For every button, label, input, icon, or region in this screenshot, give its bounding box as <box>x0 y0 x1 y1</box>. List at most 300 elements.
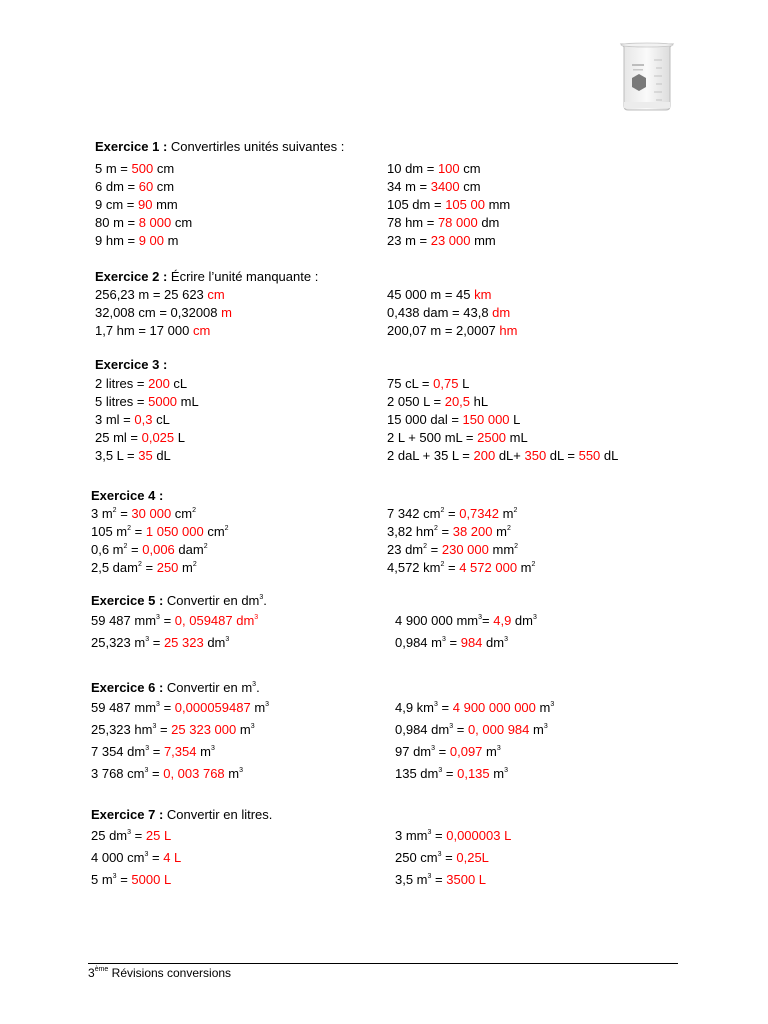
unit-exponent: 3 <box>145 745 150 752</box>
exercise-label: Exercice 7 : <box>91 807 164 822</box>
question-text: cL <box>169 376 188 391</box>
question-text: = <box>437 700 453 715</box>
conversion-line <box>395 721 548 738</box>
unit-exponent: 2 <box>514 543 519 550</box>
answer-value: 105 00 <box>445 197 485 212</box>
answer-value: 3500 L <box>446 872 487 887</box>
question-text: L <box>174 430 185 445</box>
answer-value: 350 <box>524 448 547 463</box>
answer-value: 0,000059487 <box>174 700 251 715</box>
question-text: 15 000 dal = <box>387 412 463 427</box>
unit-exponent: 3 <box>504 767 509 774</box>
conversion-line <box>95 447 171 464</box>
unit-exponent: 2 <box>531 561 536 568</box>
conversion-line <box>387 411 520 428</box>
question-text: 25,323 m <box>91 635 146 650</box>
exercise-label: Exercice 5 : <box>91 593 164 608</box>
conversion-line <box>387 559 535 576</box>
unit-exponent: 3 <box>156 701 160 708</box>
conversion-line <box>387 196 510 213</box>
footer-divider <box>88 963 678 964</box>
question-text: m <box>492 524 507 539</box>
question-text: mL <box>177 394 199 409</box>
question-text: cm <box>171 506 193 521</box>
answer-value: 0, 003 768 <box>163 766 225 781</box>
conversion-line <box>387 541 518 558</box>
unit-exponent: 2 <box>440 507 445 514</box>
unit-exponent: 3 <box>112 873 117 880</box>
unit-exponent: 2 <box>513 507 518 514</box>
conversion-line <box>387 160 481 177</box>
question-text: dL <box>152 448 171 463</box>
answer-value: 7,354 <box>163 744 197 759</box>
question-text: mL <box>506 430 528 445</box>
question-text: = <box>445 635 461 650</box>
question-text: 97 dm <box>395 744 432 759</box>
answer-value: 200 <box>148 376 170 391</box>
conversion-line <box>95 429 185 446</box>
question-text: 80 m = <box>95 215 139 230</box>
answer-value: 0,025 <box>141 430 175 445</box>
question-text: dL = <box>546 448 579 463</box>
question-text: dm <box>477 215 500 230</box>
answer-value: 90 <box>138 197 153 212</box>
answer-value: 0, 000 984 <box>467 722 530 737</box>
question-text: = <box>442 766 458 781</box>
exercise-title <box>91 487 163 504</box>
question-text: mm <box>152 197 178 212</box>
conversion-line <box>395 612 537 629</box>
answer-value: 38 200 <box>452 524 493 539</box>
question-text: cm <box>153 161 175 176</box>
exercise-instruction-end: . <box>256 680 260 695</box>
question-text: 4,9 km <box>395 700 435 715</box>
question-text: 34 m = <box>387 179 431 194</box>
conversion-line <box>91 721 255 738</box>
question-text: = <box>148 766 164 781</box>
conversion-line <box>395 634 508 651</box>
answer-value: 3400 <box>430 179 460 194</box>
question-text: 4 000 cm <box>91 850 145 865</box>
unit-exponent: 2 <box>203 543 208 550</box>
unit-exponent: 3 <box>144 851 149 858</box>
question-text: 3,82 hm <box>387 524 434 539</box>
question-text: 0,6 m <box>91 542 124 557</box>
question-text: 0,438 dam = 43,8 <box>387 305 493 320</box>
question-text: 5 m = <box>95 161 132 176</box>
unit-exponent: 3 <box>265 701 270 708</box>
question-text: 4,572 km <box>387 560 441 575</box>
exercise-label: Exercice 3 : <box>95 357 168 372</box>
question-text: 1,7 hm = 17 000 <box>95 323 193 338</box>
conversion-line <box>387 304 510 321</box>
question-text: cL <box>152 412 170 427</box>
question-text: 2 daL + 35 L = <box>387 448 474 463</box>
question-text: 78 hm = <box>387 215 438 230</box>
answer-value: 0,7342 <box>459 506 499 521</box>
footer-title: Révisions conversions <box>111 966 232 980</box>
question-text: m <box>236 722 251 737</box>
question-text: cm <box>171 215 193 230</box>
question-text: 2 L + 500 mL = <box>387 430 478 445</box>
question-text: 4 900 000 mm <box>395 613 479 628</box>
conversion-line <box>91 699 269 716</box>
conversion-line <box>91 634 229 651</box>
conversion-line <box>91 505 196 522</box>
question-text: = <box>141 560 157 575</box>
conversion-line <box>95 375 187 392</box>
answer-value: 78 000 <box>437 215 478 230</box>
question-text: 10 dm = <box>387 161 438 176</box>
unit-exponent: 3 <box>441 636 446 643</box>
exercise-title <box>91 806 272 823</box>
exercise-title <box>95 356 167 373</box>
unit-exponent: 2 <box>127 525 132 532</box>
question-text: 3 768 cm <box>91 766 145 781</box>
unit-exponent: 2 <box>112 507 117 514</box>
question-text: 9 cm = <box>95 197 138 212</box>
conversion-line <box>91 541 208 558</box>
question-text: = <box>427 542 442 557</box>
question-text: = <box>116 872 132 887</box>
unit-exponent: 3 <box>144 767 149 774</box>
footer-grade: 3 <box>88 966 95 980</box>
exercise-label: Exercice 4 : <box>91 488 164 503</box>
question-text: 59 487 mm <box>91 700 157 715</box>
answer-value: 1 050 000 <box>145 524 204 539</box>
question-text: cm <box>459 179 481 194</box>
question-text: 23 m = <box>387 233 431 248</box>
exercise-instruction: Convertir en litres. <box>163 807 273 822</box>
conversion-line <box>95 322 210 339</box>
unit-exponent: 3 <box>496 745 501 752</box>
conversion-line <box>91 612 258 629</box>
answer-value: 250 <box>156 560 179 575</box>
conversion-line <box>95 160 174 177</box>
answer-value: 60 <box>138 179 154 194</box>
unit-exponent: 3 <box>145 636 150 643</box>
answer-value: 25 323 000 <box>171 722 237 737</box>
exercise-instruction: Convertirles unités suivantes : <box>167 139 345 154</box>
question-text: cm <box>459 161 481 176</box>
unit-exponent: 2 <box>123 543 128 550</box>
unit-exponent: 3 <box>210 745 215 752</box>
question-text: m <box>250 700 266 715</box>
question-text: = <box>149 635 164 650</box>
answer-value: 230 000 <box>441 542 489 557</box>
answer-value: 0,135 <box>457 766 490 781</box>
question-text: = <box>431 828 447 843</box>
conversion-line <box>95 214 192 231</box>
answer-value: 4,9 <box>493 613 512 628</box>
question-text: m <box>529 722 544 737</box>
conversion-line <box>387 523 511 540</box>
exercise-label: Exercice 1 : <box>95 139 168 154</box>
question-text: 2,5 dam <box>91 560 138 575</box>
question-text: 59 487 mm <box>91 613 157 628</box>
unit-exponent: 3 <box>478 614 483 621</box>
unit-exponent: 3 <box>427 873 432 880</box>
exercise-instruction-end: . <box>263 593 267 608</box>
exercise-label: Exercice 2 : <box>95 269 168 284</box>
question-text: L <box>509 412 521 427</box>
question-text: 6 dm = <box>95 179 139 194</box>
question-text: = <box>127 542 143 557</box>
answer-value: 25 L <box>145 828 172 843</box>
question-text: m <box>517 560 532 575</box>
question-text: = <box>131 828 146 843</box>
unit-exponent: 3 <box>438 767 443 774</box>
unit-exponent: 3 <box>427 829 432 836</box>
conversion-line <box>91 743 215 760</box>
question-text: dm <box>482 635 505 650</box>
question-text: = <box>149 744 164 759</box>
answer-value: 200 <box>473 448 496 463</box>
answer-value: 5000 L <box>131 872 172 887</box>
question-text: 3,5 m <box>395 872 428 887</box>
question-text: mm <box>488 542 515 557</box>
question-text: = <box>482 613 494 628</box>
question-text: = <box>444 560 460 575</box>
answer-value: 4 572 000 <box>459 560 518 575</box>
answer-value: 2500 <box>477 430 507 445</box>
footer-grade-suffix: ème <box>94 966 109 973</box>
question-text: 250 cm <box>395 850 438 865</box>
question-text: 256,23 m = 25 623 <box>95 287 208 302</box>
conversion-line <box>395 827 511 844</box>
conversion-line <box>395 871 486 888</box>
question-text: 25 dm <box>91 828 128 843</box>
answer-value: 0,75 <box>433 376 459 391</box>
unit-exponent: 3 <box>504 636 508 643</box>
question-text: = <box>131 524 146 539</box>
question-text: 3 ml = <box>95 412 135 427</box>
answer-value: 150 000 <box>462 412 510 427</box>
conversion-line <box>395 849 489 866</box>
question-text: 2 litres = <box>95 376 149 391</box>
conversion-line <box>91 871 171 888</box>
unit-exponent: 2 <box>423 543 428 550</box>
conversion-line <box>91 827 171 844</box>
conversion-line <box>387 286 491 303</box>
answer-value: 35 <box>138 448 153 463</box>
conversion-line <box>95 411 170 428</box>
conversion-line <box>91 849 181 866</box>
conversion-line <box>387 505 517 522</box>
answer-value: dm <box>492 305 511 320</box>
unit-exponent: 2 <box>506 525 511 532</box>
question-text: 32,008 cm = 0,32008 <box>95 305 222 320</box>
question-text: 5 m <box>91 872 113 887</box>
question-text: = <box>116 506 132 521</box>
question-text: = <box>437 524 453 539</box>
question-text: m <box>535 700 551 715</box>
answer-value: 500 <box>131 161 154 176</box>
conversion-line <box>387 375 469 392</box>
question-text: 9 hm = <box>95 233 139 248</box>
exercise-instruction-exponent: 3 <box>252 681 257 688</box>
answer-value: 0,3 <box>134 412 153 427</box>
exercise-title <box>95 138 344 155</box>
question-text: cm <box>203 524 225 539</box>
unit-exponent: 3 <box>152 723 157 730</box>
answer-value: 4 L <box>163 850 182 865</box>
conversion-line <box>387 322 517 339</box>
unit-exponent: 2 <box>192 561 197 568</box>
question-text: m <box>164 233 179 248</box>
conversion-line <box>95 393 199 410</box>
question-text: = <box>431 872 447 887</box>
question-text: mm <box>484 197 511 212</box>
answer-value: 25 323 <box>163 635 204 650</box>
question-text: = <box>159 613 175 628</box>
exercise-label: Exercice 6 : <box>91 680 164 695</box>
conversion-line <box>95 232 178 249</box>
question-text: 105 m <box>91 524 128 539</box>
unit-exponent: 2 <box>137 561 142 568</box>
question-text: 2 050 L = <box>387 394 445 409</box>
unit-exponent: 3 <box>543 723 548 730</box>
question-text: dm <box>511 613 533 628</box>
answer-value: 984 <box>460 635 483 650</box>
conversion-line <box>95 304 232 321</box>
footer <box>88 965 231 981</box>
conversion-line <box>387 447 618 464</box>
question-text: m <box>196 744 211 759</box>
question-text: 3,5 L = <box>95 448 139 463</box>
question-text: 25,323 hm <box>91 722 153 737</box>
question-text: 135 dm <box>395 766 439 781</box>
exercise-title <box>91 679 260 696</box>
question-text: dL <box>600 448 619 463</box>
conversion-line <box>387 393 488 410</box>
answer-value: cm <box>207 287 225 302</box>
unit-exponent: 3 <box>437 851 442 858</box>
question-text: = <box>453 722 468 737</box>
answer-value: 0,006 <box>142 542 175 557</box>
unit-exponent: 3 <box>431 745 436 752</box>
conversion-line <box>95 178 174 195</box>
question-text: 105 dm = <box>387 197 446 212</box>
question-text: m <box>224 766 240 781</box>
question-text: m <box>178 560 193 575</box>
answer-value: 20,5 <box>444 394 471 409</box>
question-text: 75 cL = <box>387 376 434 391</box>
answer-value: 30 000 <box>131 506 172 521</box>
unit-exponent: 3 <box>127 829 132 836</box>
unit-exponent: 3 <box>156 614 160 621</box>
question-text: dL+ <box>495 448 525 463</box>
question-text: = <box>159 700 175 715</box>
answer-value: 0,000003 L <box>446 828 512 843</box>
unit-exponent: 2 <box>440 561 445 568</box>
unit-exponent: 3 <box>449 723 454 730</box>
question-text: = <box>441 850 457 865</box>
question-text: 45 000 m = 45 <box>387 287 475 302</box>
answer-value: 5000 <box>148 394 178 409</box>
question-text: 25 ml = <box>95 430 142 445</box>
conversion-line <box>91 523 229 540</box>
exercise-title <box>91 592 267 609</box>
conversion-line <box>95 286 225 303</box>
conversion-line <box>95 196 178 213</box>
question-text: 0,984 m <box>395 635 442 650</box>
question-text: = <box>148 850 164 865</box>
answer-value: hm <box>499 323 518 338</box>
conversion-line <box>91 559 197 576</box>
question-text: cm <box>153 179 175 194</box>
conversion-line <box>395 743 501 760</box>
answer-value: 23 000 <box>430 233 471 248</box>
answer-value: m <box>221 305 232 320</box>
question-text: hL <box>470 394 489 409</box>
unit-exponent: 2 <box>224 525 229 532</box>
exercise-title <box>95 268 318 285</box>
question-text: m <box>498 506 514 521</box>
question-text: mm <box>470 233 496 248</box>
unit-exponent: 3 <box>434 701 438 708</box>
question-text: m <box>489 766 505 781</box>
unit-exponent: 2 <box>192 507 197 514</box>
conversion-line <box>387 178 481 195</box>
answer-value: 0,097 <box>449 744 483 759</box>
conversion-line <box>387 232 496 249</box>
question-text: 3 m <box>91 506 113 521</box>
question-text: 200,07 m = 2,0007 <box>387 323 500 338</box>
question-text: 0,984 dm <box>395 722 450 737</box>
answer-value: 100 <box>437 161 460 176</box>
unit-exponent: 3 <box>250 723 255 730</box>
beaker-icon <box>618 40 676 114</box>
question-text: 3 mm <box>395 828 428 843</box>
question-text: dam <box>174 542 204 557</box>
answer-value: 4 900 000 000 <box>452 700 536 715</box>
question-text: 7 342 cm <box>387 506 441 521</box>
unit-exponent: 3 <box>239 767 244 774</box>
unit-exponent: 3 <box>550 701 555 708</box>
conversion-line <box>387 214 499 231</box>
answer-value: cm <box>192 323 211 338</box>
answer-value: 9 00 <box>138 233 165 248</box>
answer-value: 8 000 <box>138 215 172 230</box>
unit-exponent: 3 <box>225 636 230 643</box>
exercise-instruction: Convertir en dm <box>163 593 260 608</box>
conversion-line <box>395 699 554 716</box>
question-text: = <box>435 744 450 759</box>
answer-exponent: 3 <box>254 614 259 621</box>
answer-value: 0, 059487 dm <box>174 613 255 628</box>
question-text: = <box>444 506 460 521</box>
exercise-instruction: Convertir en m <box>163 680 253 695</box>
conversion-line <box>91 765 243 782</box>
question-text: dm <box>203 635 226 650</box>
exercise-instruction: Écrire l’unité manquante : <box>167 269 319 284</box>
conversion-line <box>395 765 508 782</box>
question-text: 7 354 dm <box>91 744 146 759</box>
exercise-instruction-exponent: 3 <box>259 594 264 601</box>
unit-exponent: 2 <box>433 525 438 532</box>
question-text: = <box>156 722 172 737</box>
question-text: 23 dm <box>387 542 424 557</box>
unit-exponent: 3 <box>532 614 537 621</box>
answer-value: km <box>474 287 492 302</box>
question-text: m <box>482 744 497 759</box>
question-text: L <box>458 376 470 391</box>
answer-value: 550 <box>578 448 601 463</box>
question-text: 5 litres = <box>95 394 149 409</box>
conversion-line <box>387 429 528 446</box>
answer-value: 0,25L <box>456 850 489 865</box>
